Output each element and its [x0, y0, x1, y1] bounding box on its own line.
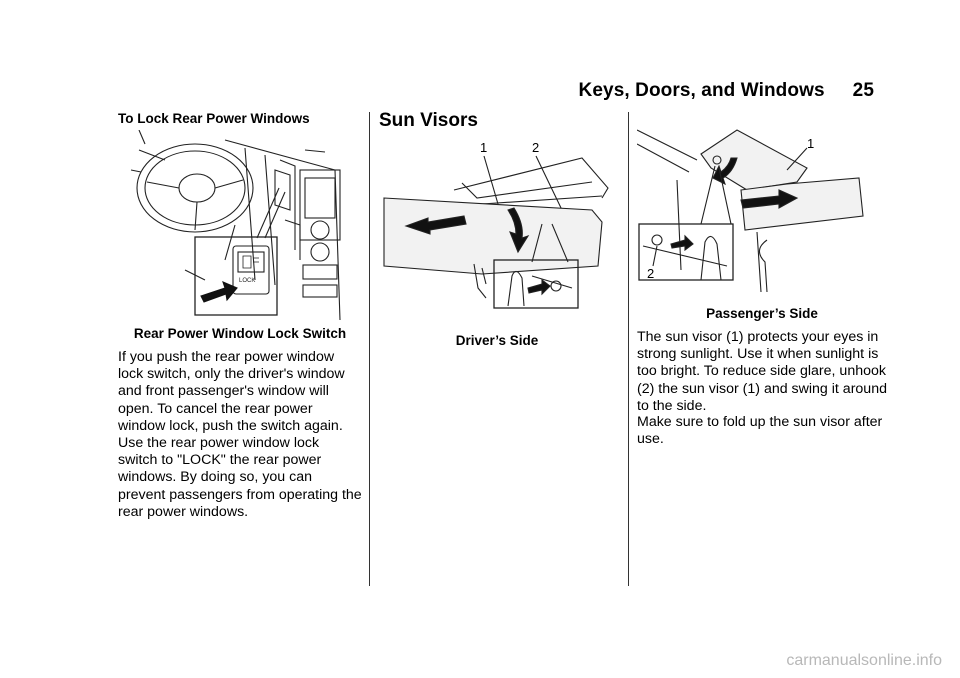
column-divider-right: [628, 112, 629, 586]
column-middle: [379, 108, 615, 132]
subheading-lock-rear-windows: To Lock Rear Power Windows: [118, 111, 310, 126]
page-header: [579, 80, 874, 102]
passengers-side-visor-illustration: [637, 120, 869, 292]
column-left: [118, 108, 362, 126]
column-divider-left: [369, 112, 370, 586]
drivers-side-visor-illustration: [382, 138, 612, 310]
callout-2: 2: [647, 266, 655, 281]
heading-sun-visors: Sun Visors: [379, 110, 478, 131]
caption-rear-lock-switch: Rear Power Window Lock Switch: [133, 326, 347, 341]
watermark: carmanualsonline.info: [786, 652, 942, 669]
sun-visor-fold-note: Make sure to fold up the sun visor after use.: [637, 414, 883, 448]
page-number: 25: [852, 80, 874, 101]
caption-passengers-side: Passenger’s Side: [706, 306, 818, 321]
callout-1: 1: [807, 136, 815, 151]
rear-lock-body-text: If you push the rear power window lock switch, only the driver's window and front passenger's window will open. To cancel the rear power window lock, push the switch again. Use the rear power window lock switch to "LOCK" the rear power windows. By doing so, you can prevent passengers from operating the rear power windows.: [118, 349, 362, 520]
callout-1: 1: [480, 140, 488, 155]
callout-2: 2: [532, 140, 540, 155]
svg-text:LOCK: LOCK: [239, 278, 256, 284]
sun-visor-body-text: The sun visor (1) protects your eyes in strong sunlight. Use it when sunlight is too bright. To reduce side glare, unhook (2) the sun visor (1) and swing it around to the side.: [637, 329, 887, 414]
rear-window-lock-switch-illustration: [125, 130, 350, 320]
header-title: Keys, Doors, and Windows: [578, 80, 825, 101]
caption-drivers-side: Driver’s Side: [455, 333, 539, 348]
